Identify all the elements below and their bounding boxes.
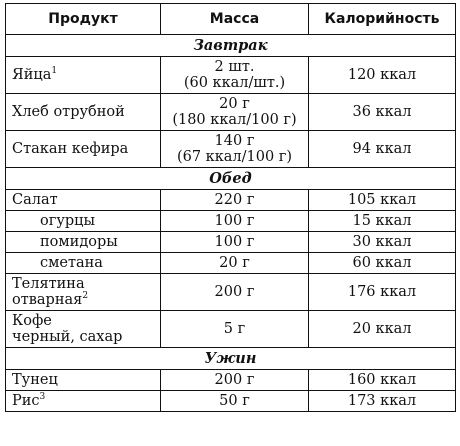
mass-detail: (67 ккал/100 г) xyxy=(176,149,293,165)
product-mass xyxy=(161,57,309,94)
product-calories: 160 ккал xyxy=(309,370,456,391)
product-name xyxy=(6,311,161,348)
product-calories: 36 ккал xyxy=(309,94,456,131)
product-name-text: Рис xyxy=(12,393,40,409)
product-name-line xyxy=(12,292,154,308)
table-row xyxy=(6,57,456,94)
table-row xyxy=(6,370,456,391)
product-name-text: Яйца xyxy=(12,67,52,83)
product-name: Салат xyxy=(6,190,161,211)
table-row xyxy=(6,253,456,274)
product-name: огурцы xyxy=(6,211,161,232)
section-title-dinner: Ужин xyxy=(6,348,456,370)
product-calories: 173 ккал xyxy=(309,391,456,412)
footnote-marker: 3 xyxy=(39,392,46,402)
product-name: помидоры xyxy=(6,232,161,253)
product-calories: 105 ккал xyxy=(309,190,456,211)
table-row xyxy=(6,211,456,232)
calorie-table xyxy=(5,3,456,412)
header-product: Продукт xyxy=(6,4,161,35)
footnote-marker: 1 xyxy=(51,66,58,76)
product-calories: 176 ккал xyxy=(309,274,456,311)
section-title-lunch: Обед xyxy=(6,168,456,190)
section-row-lunch xyxy=(6,168,456,190)
table-row xyxy=(6,232,456,253)
table-row xyxy=(6,391,456,412)
section-title-breakfast: Завтрак xyxy=(6,35,456,57)
product-name-line: Телятина xyxy=(12,276,85,292)
product-mass: 220 г xyxy=(161,190,309,211)
header-calories: Калорийность xyxy=(309,4,456,35)
product-name xyxy=(6,274,161,311)
mass-value: 2 шт. xyxy=(214,59,255,75)
mass-value: 20 г xyxy=(219,96,250,112)
footnote-marker: 2 xyxy=(82,291,89,301)
product-calories: 30 ккал xyxy=(309,232,456,253)
product-mass: 100 г xyxy=(161,232,309,253)
product-name-text: отварная xyxy=(12,292,83,308)
product-mass: 5 г xyxy=(161,311,309,348)
product-name-line: Кофе xyxy=(12,313,52,329)
product-mass xyxy=(161,131,309,168)
product-mass xyxy=(161,94,309,131)
product-name: Тунец xyxy=(6,370,161,391)
section-row-breakfast xyxy=(6,35,456,57)
header-mass: Масса xyxy=(161,4,309,35)
mass-detail: (60 ккал/шт.) xyxy=(183,75,286,91)
product-calories: 20 ккал xyxy=(309,311,456,348)
product-calories: 120 ккал xyxy=(309,57,456,94)
product-name-line: черный, сахар xyxy=(12,329,123,345)
header-row xyxy=(6,4,456,35)
product-name xyxy=(6,391,161,412)
table-row xyxy=(6,131,456,168)
product-calories: 94 ккал xyxy=(309,131,456,168)
product-mass: 20 г xyxy=(161,253,309,274)
product-calories: 15 ккал xyxy=(309,211,456,232)
table-row xyxy=(6,274,456,311)
product-name: Хлеб отрубной xyxy=(6,94,161,131)
product-mass: 100 г xyxy=(161,211,309,232)
product-mass: 200 г xyxy=(161,370,309,391)
table-row xyxy=(6,94,456,131)
product-name: Стакан кефира xyxy=(6,131,161,168)
table-row xyxy=(6,190,456,211)
product-name xyxy=(6,57,161,94)
mass-value: 140 г xyxy=(214,133,255,149)
product-mass: 200 г xyxy=(161,274,309,311)
product-calories: 60 ккал xyxy=(309,253,456,274)
mass-detail: (180 ккал/100 г) xyxy=(172,112,297,128)
section-row-dinner xyxy=(6,348,456,370)
product-mass: 50 г xyxy=(161,391,309,412)
table-row xyxy=(6,311,456,348)
product-name: сметана xyxy=(6,253,161,274)
